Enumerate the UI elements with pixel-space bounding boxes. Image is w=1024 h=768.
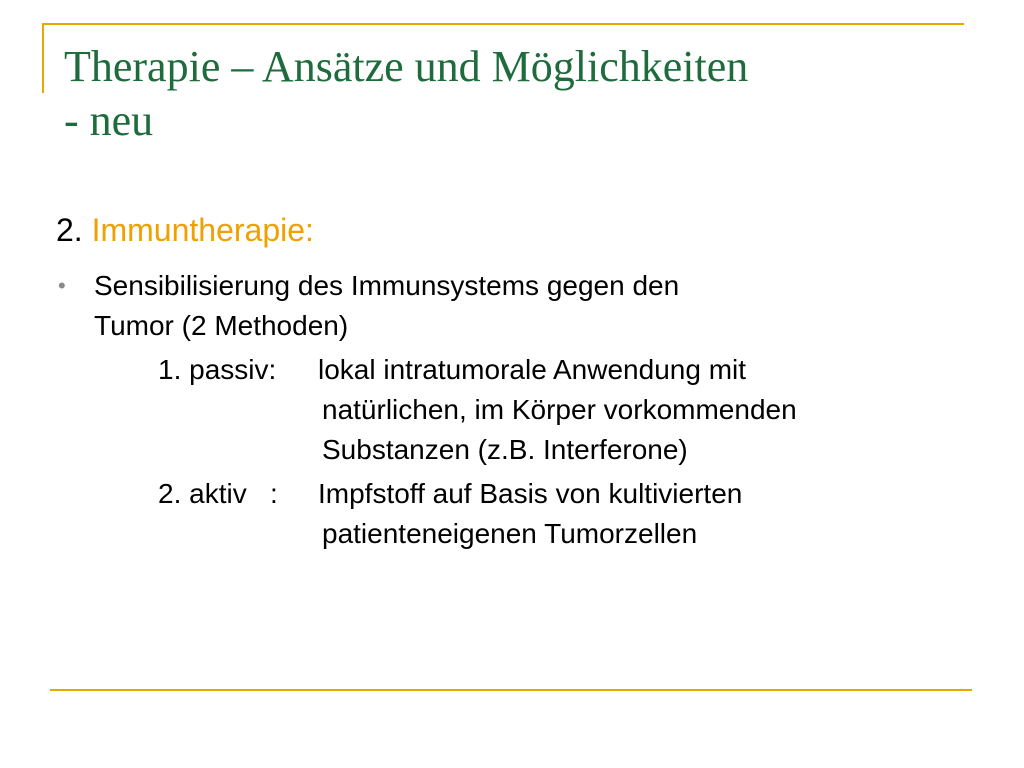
method-passive-line1 [158,350,996,390]
method-passive-text1: lokal intratumorale Anwendung mit [318,354,747,385]
bullet-line2: Tumor (2 Methoden) [94,310,349,341]
top-frame-line [42,23,964,25]
method-active [158,474,996,554]
slide-content [56,206,996,554]
method-passive [158,350,996,470]
method-active-label: 2. aktiv : [158,478,278,509]
bottom-frame-line [50,689,972,691]
bullet-line1: Sensibilisierung des Immunsystems gegen den [94,270,680,301]
slide-title [64,40,944,148]
method-passive-label: 1. passiv: [158,354,277,385]
method-passive-line2: natürlichen, im Körper vorkommenden [322,394,797,425]
method-active-text1: Impfstoff auf Basis von kultivierten [318,478,743,509]
method-active-line2: patienteneigenen Tumorzellen [322,518,698,549]
slide-title-line2: - neu [64,96,154,145]
section-heading-text: Immuntherapie: [91,212,314,248]
method-passive-line3: Substanzen (z.B. Interferone) [322,434,688,465]
section-number: 2. [56,212,83,248]
bullet-dot-icon: • [58,273,66,298]
bullet-item [56,266,996,346]
method-active-line1 [158,474,996,514]
left-frame-line [42,23,44,93]
slide-title-line1: Therapie – Ansätze und Möglichkeiten [64,42,749,91]
section-heading [56,206,996,254]
